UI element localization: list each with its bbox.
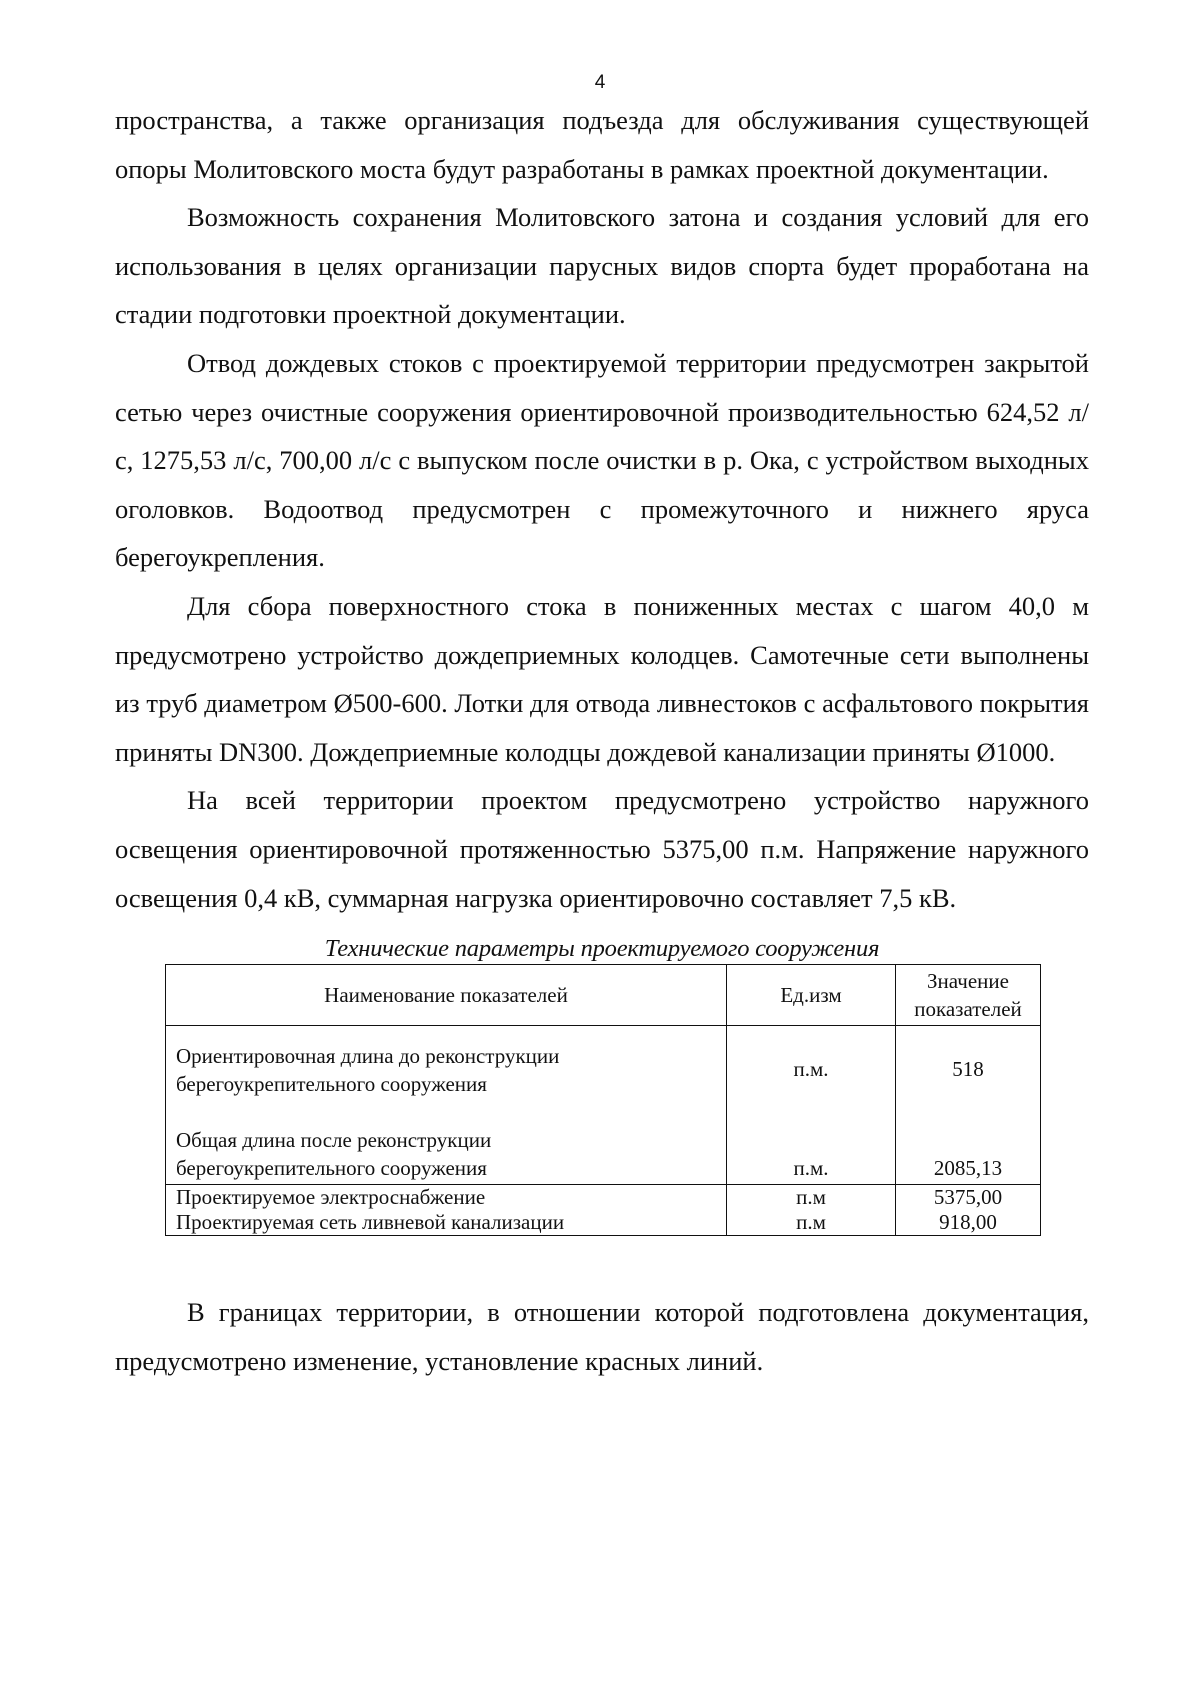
paragraph-rainwater-drainage: Отвод дождевых стоков с проектируемой территории предусмотрен закрытой сетью через очистные сооружения ориентировочной производительностью 624,52 л/с, 1275,53 л/с, 700,00 л/с с выпуском после очистки в р. Ока, с устройством выходных оголовков. Водоотвод предусмотрен с промежуточного и нижнего яруса берегоукрепления. (115, 347, 1089, 573)
row-unit: п.м. (727, 1026, 896, 1113)
table-header-row (166, 965, 1041, 1026)
paragraph-molitovsky-backwater: Возможность сохранения Молитовского затона и создания условий для его использования в целях организации парусных видов спорта будет проработана на стадии подготовки проектной документации. (115, 202, 1089, 330)
row-name-line2: берегоукрепительного сооружения (176, 1072, 487, 1097)
table-row (166, 1112, 1041, 1185)
paragraph-surface-runoff: Для сбора поверхностного стока в пониженных местах с шагом 40,0 м предусмотрено устройство дождеприемных колодцев. Самотечные сети выполнены из труб диаметром Ø500-600. Лотки для отвода ливнестоков с асфальтового покрытия приняты DN300. Дождеприемные колодцы дождевой канализации приняты Ø1000. (115, 590, 1089, 767)
row-name (166, 1026, 727, 1113)
row-name-line1: Ориентировочная длина до реконструкции (176, 1044, 560, 1069)
header-value-line1: Значение (927, 969, 1009, 994)
header-value (896, 965, 1041, 1026)
row-name-line1: Общая длина после реконструкции (176, 1128, 492, 1153)
row-name-line2: берегоукрепительного сооружения (176, 1156, 487, 1181)
row-unit: п.м. (727, 1112, 896, 1185)
table-row (166, 1185, 1041, 1211)
header-name: Наименование показателей (166, 965, 727, 1026)
row-value: 5375,00 (896, 1185, 1041, 1211)
table-row (166, 1026, 1041, 1113)
row-unit: п.м (727, 1185, 896, 1211)
row-unit: п.м (727, 1210, 896, 1236)
parameters-table-wrapper (165, 964, 1041, 1236)
parameters-table (165, 964, 1041, 1236)
row-name: Проектируемое электроснабжение (166, 1185, 727, 1211)
row-name: Проектируемая сеть ливневой канализации (166, 1210, 727, 1236)
page-number: 4 (594, 72, 606, 93)
header-value-line2: показателей (914, 997, 1022, 1022)
paragraph-outdoor-lighting: На всей территории проектом предусмотрено устройство наружного освещения ориентировочной протяженностью 5375,00 п.м. Напряжение наружного освещения 0,4 кВ, суммарная нагрузка ориентировочно составляет 7,5 кВ. (115, 785, 1089, 913)
header-unit: Ед.изм (727, 965, 896, 1026)
row-name (166, 1112, 727, 1185)
row-value: 2085,13 (896, 1112, 1041, 1185)
body-text (115, 96, 1089, 1385)
row-value: 918,00 (896, 1210, 1041, 1236)
paragraph-continuation: пространства, а также организация подъезда для обслуживания существующей опоры Молитовского моста будут разработаны в рамках проектной документации. (115, 105, 1089, 184)
row-value: 518 (896, 1026, 1041, 1113)
paragraph-red-lines: В границах территории, в отношении которой подготовлена документация, предусмотрено изменение, установление красных линий. (115, 1297, 1089, 1376)
table-row (166, 1210, 1041, 1236)
table-caption: Технические параметры проектируемого сооружения (324, 935, 880, 963)
